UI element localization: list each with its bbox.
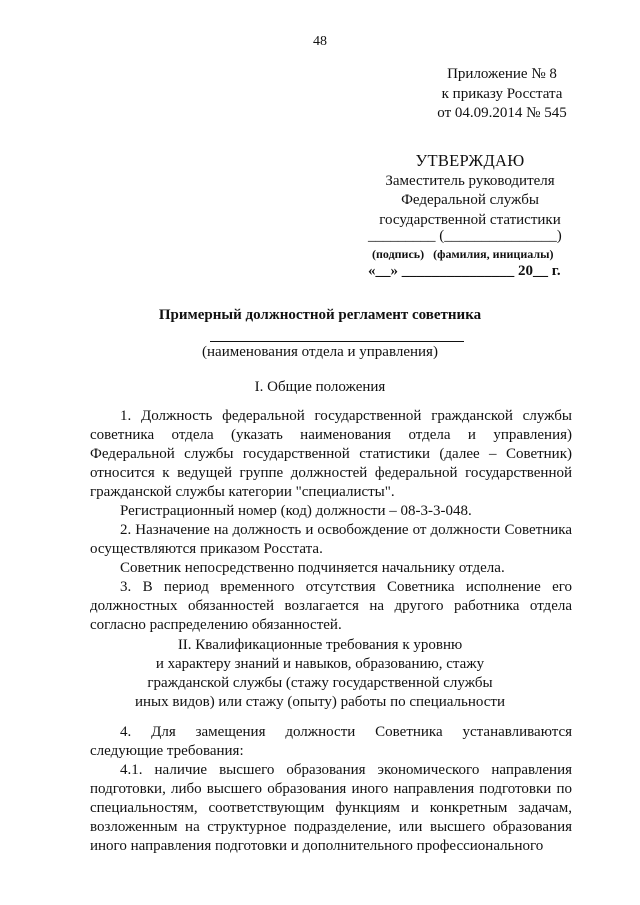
appendix-line-2: к приказу Росстата — [441, 85, 563, 102]
department-caption: (наименования отдела и управления) — [202, 344, 438, 360]
section-2-line-2: и характеру знаний и навыков, образованию, стажу — [155, 656, 485, 672]
department-blank-line — [210, 341, 464, 342]
approval-line-3: государственной статистики — [379, 211, 561, 228]
paragraph-2: 2. Назначение на должность и освобождение от должности Советника осуществляются приказом Росстата. — [90, 522, 572, 557]
signature-line: _________ (_______________) — [368, 228, 562, 244]
appendix-block — [402, 65, 602, 124]
date-line: «__» _______________ 20__ г. — [368, 263, 561, 279]
section-2-heading — [0, 636, 640, 712]
paragraph-4-first-line — [90, 723, 572, 742]
p4-word: должности — [285, 724, 356, 740]
p4-word: Для — [151, 724, 176, 740]
approval-block — [350, 151, 590, 230]
p4-word: Советника — [375, 724, 443, 740]
approval-heading: УТВЕРЖДАЮ — [415, 151, 525, 170]
appendix-line-1: Приложение № 8 — [447, 66, 557, 82]
paragraph-4-1: 4.1. наличие высшего образования экономического направления подготовки, либо высшего образования иного направления подготовки по специальностям, соответствующим функциям и конкретным задачам, возложенным на структурное подразделение, или высшего образования иного направления подготовки и дополнительного профессионального — [90, 762, 572, 854]
section-2-body — [90, 723, 572, 856]
caption-signature: (подпись) — [372, 247, 425, 261]
caption-name: (фамилия, инициалы) — [433, 247, 554, 261]
paragraph-1: 1. Должность федеральной государственной гражданской службы советника отдела (указать наименования отдела и управления) Федеральной службы государственной статистики (далее – Советник) относится к ведущей группе должностей федеральной государственной гражданской службы категории "специалисты". — [90, 408, 572, 500]
p4-word: 4. — [120, 724, 132, 740]
section-1-heading: I. Общие положения — [254, 379, 386, 395]
paragraph-4-continuation: следующие требования: — [90, 743, 244, 759]
paragraph-3: 3. В период временного отсутствия Советника исполнение его должностных обязанностей возлагается на другого работника отдела согласно распределению обязанностей. — [90, 579, 572, 633]
document-title: Примерный должностной регламент советника — [158, 307, 482, 323]
appendix-line-3: от 04.09.2014 № 545 — [437, 105, 567, 121]
paragraph-subordination: Советник непосредственно подчиняется начальнику отдела. — [120, 560, 505, 576]
section-2-line-3: гражданской службы (стажу государственной службы — [147, 675, 493, 691]
page-number: 48 — [313, 34, 327, 49]
section-2-line-4: иных видов) или стажу (опыту) работы по специальности — [134, 694, 506, 710]
p4-word: устанавливаются — [462, 724, 572, 740]
paragraph-registration: Регистрационный номер (код) должности – 08-3-3-048. — [120, 503, 472, 519]
approval-line-1: Заместитель руководителя — [385, 172, 555, 189]
section-1-body — [90, 407, 572, 635]
section-2-line-1: II. Квалификационные требования к уровню — [177, 637, 463, 653]
approval-line-2: Федеральной службы — [401, 192, 539, 208]
p4-word: замещения — [195, 724, 266, 740]
